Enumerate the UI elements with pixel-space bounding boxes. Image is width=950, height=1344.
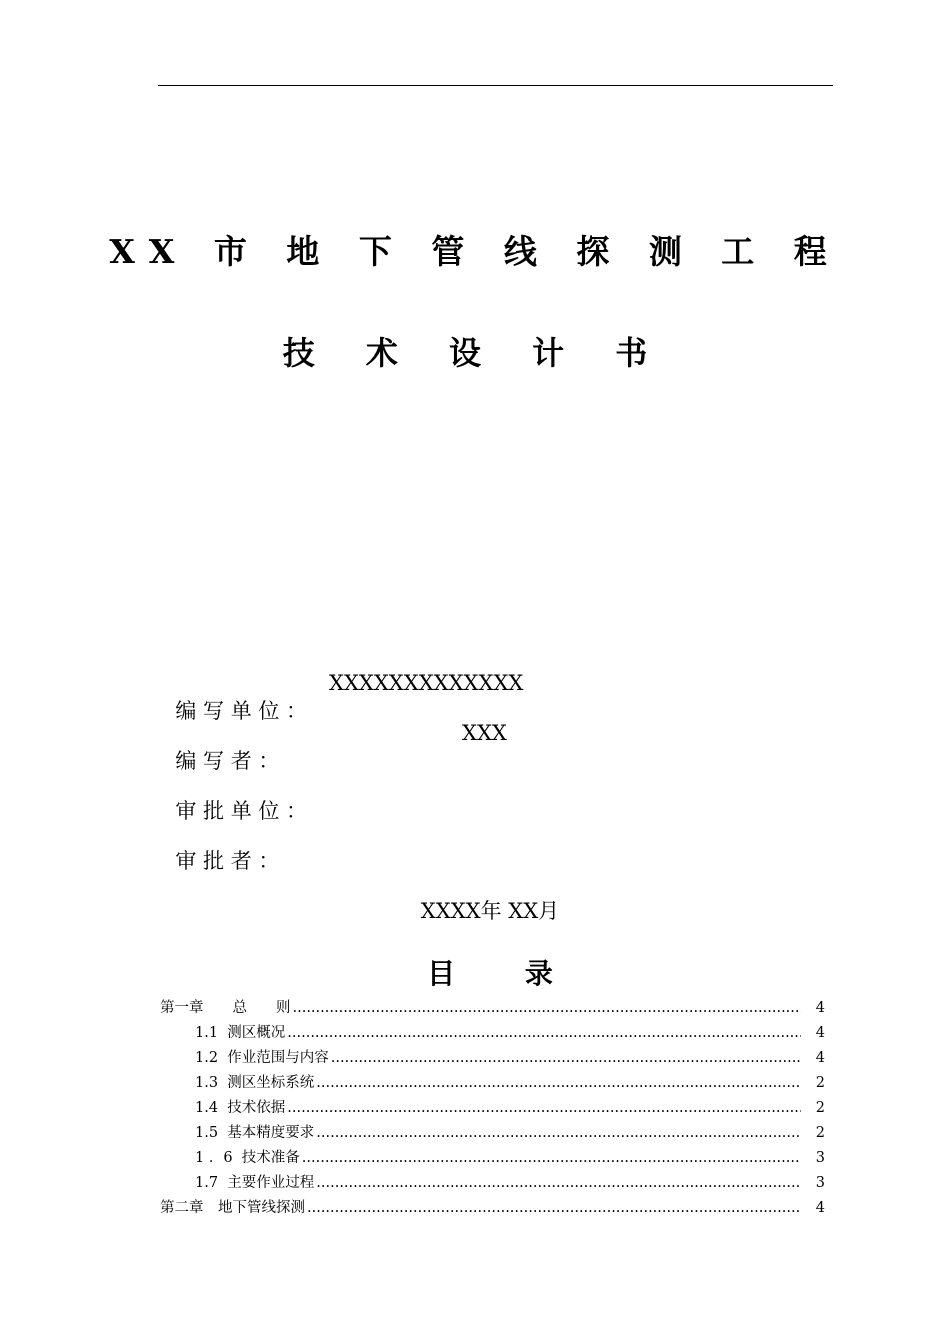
- field-label: 编 写 者 ：: [175, 749, 280, 773]
- toc-leader: [316, 1171, 801, 1196]
- field-approver: [162, 821, 279, 899]
- header-rule: [158, 85, 833, 86]
- document-title-line-1: XX 市 地 下 管 线 探 测 工 程: [109, 232, 841, 271]
- toc-entry-page: 2: [815, 1100, 825, 1116]
- toc-entry[interactable]: [160, 996, 825, 1021]
- toc-leader: [287, 1021, 801, 1046]
- toc-entry[interactable]: [160, 1171, 825, 1196]
- toc-entry-label: 1.3 测区坐标系统: [195, 1075, 315, 1091]
- toc-leader: [293, 996, 802, 1021]
- toc-title: 目 录: [427, 957, 553, 990]
- toc-entry-label: 1.2 作业范围与内容: [195, 1050, 329, 1066]
- toc-entry-page: 4: [815, 1050, 825, 1066]
- toc-leader: [331, 1046, 801, 1071]
- table-of-contents: [160, 996, 825, 1221]
- toc-leader: [316, 1121, 801, 1146]
- toc-entry-label: 第一章 总 则: [160, 1000, 291, 1016]
- toc-entry[interactable]: [160, 1121, 825, 1146]
- toc-entry-page: 3: [815, 1175, 825, 1191]
- toc-entry[interactable]: [160, 1021, 825, 1046]
- field-value: XXX: [462, 721, 507, 745]
- toc-entry-label: 1.7 主要作业过程: [195, 1175, 315, 1191]
- toc-entry-label: 1.4 技术依据: [195, 1100, 286, 1116]
- field-label: 编 写 单 位 ：: [175, 699, 308, 723]
- toc-entry[interactable]: [160, 1046, 825, 1071]
- document-date: XXXX年 XX月: [420, 899, 560, 923]
- toc-leader: [287, 1096, 801, 1121]
- toc-entry-page: 4: [815, 1000, 825, 1016]
- toc-entry-page: 3: [815, 1150, 825, 1166]
- toc-leader: [302, 1146, 801, 1171]
- toc-entry-label: 1.5 基本精度要求: [195, 1125, 315, 1141]
- toc-leader: [307, 1196, 801, 1221]
- toc-entry[interactable]: [160, 1096, 825, 1121]
- toc-entry-label: 1 ．6 技术准备: [195, 1150, 300, 1166]
- toc-entry[interactable]: [160, 1071, 825, 1096]
- document-title-line-2: 技 术 设 计 书: [282, 334, 668, 372]
- field-label: 审 批 单 位 ：: [175, 799, 308, 823]
- toc-entry-page: 4: [815, 1025, 825, 1041]
- toc-entry[interactable]: [160, 1196, 825, 1221]
- toc-entry-label: 1.1 测区概况: [195, 1025, 286, 1041]
- toc-leader: [316, 1071, 801, 1096]
- toc-entry-page: 2: [815, 1125, 825, 1141]
- field-label: 审 批 者 ：: [175, 849, 280, 873]
- toc-entry-page: 2: [815, 1075, 825, 1091]
- field-value: XXXXXXXXXXXXX: [329, 671, 524, 695]
- toc-entry[interactable]: [160, 1146, 825, 1171]
- toc-entry-label: 第二章 地下管线探测: [160, 1200, 305, 1216]
- toc-entry-page: 4: [815, 1200, 825, 1216]
